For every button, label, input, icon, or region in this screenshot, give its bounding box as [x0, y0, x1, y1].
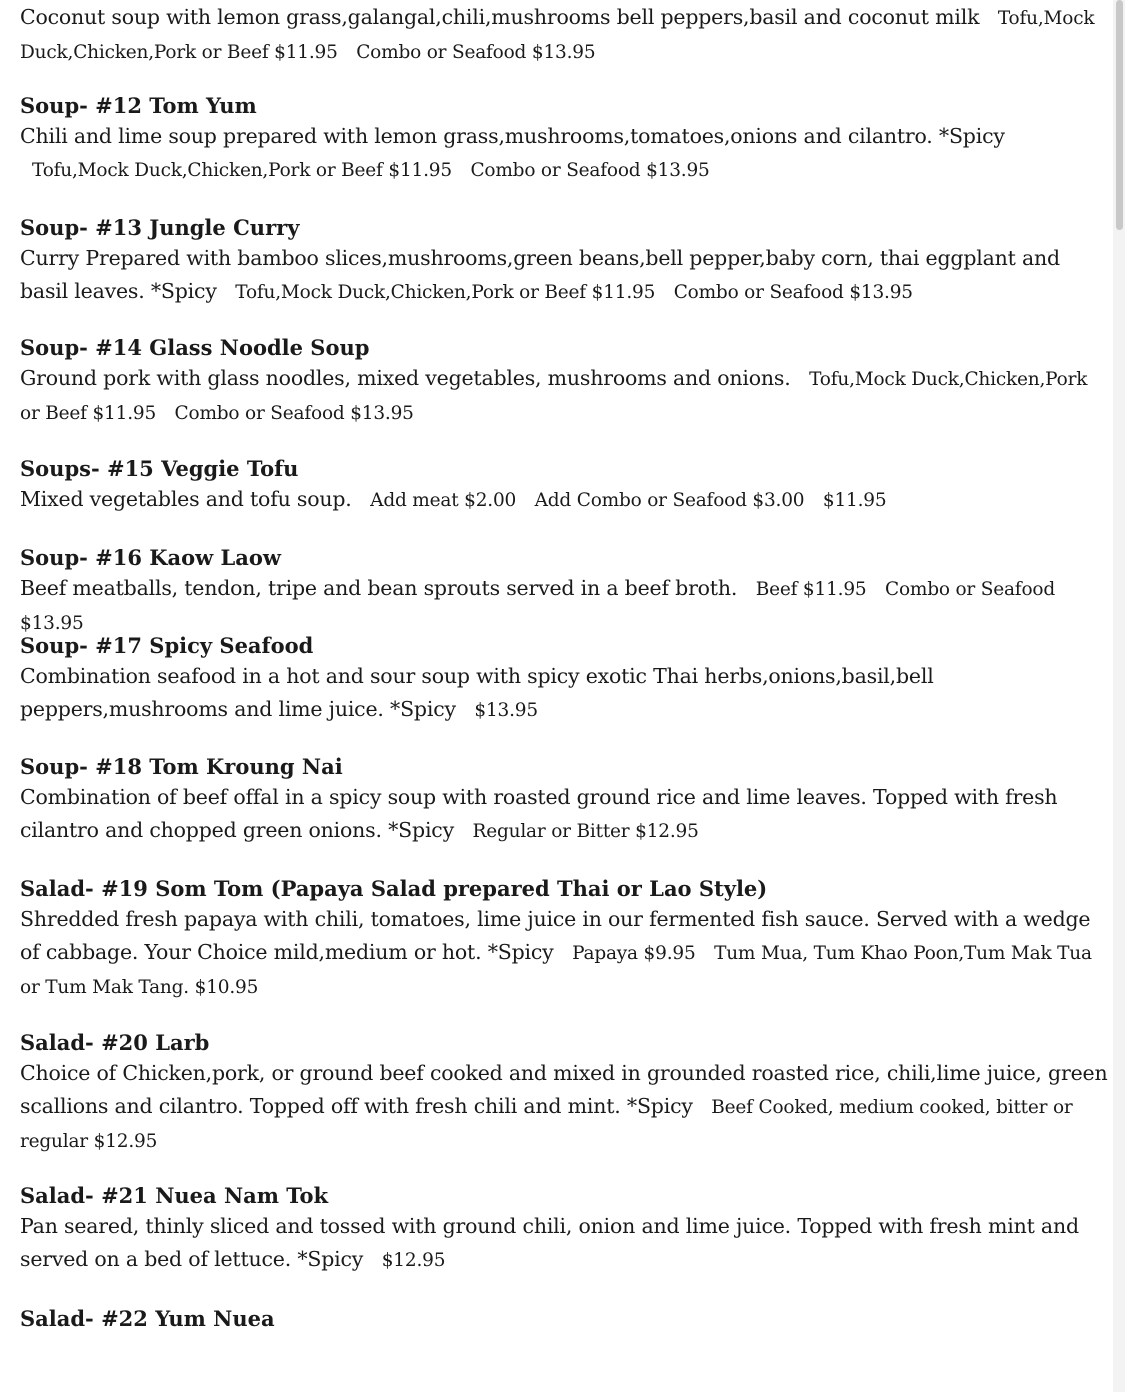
item-price: Combo or Seafood $13.95 — [174, 403, 414, 424]
item-title: Soup- #14 Glass Noodle Soup — [20, 335, 370, 360]
item-description: Choice of Chicken,pork, or ground beef cooked and mixed in grounded roasted rice, chili,lime juice, green scallions and cilantro. Topped off with fresh chili and mint. *Spicy — [20, 1061, 1108, 1118]
menu-item-body — [20, 483, 886, 517]
item-price: Combo or Seafood $13.95 — [470, 160, 710, 181]
item-description: Chili and lime soup prepared with lemon grass,mushrooms,tomatoes,onions and cilantro. *Spicy — [20, 124, 1005, 148]
item-price: Tofu,Mock Duck,Chicken,Pork or Beef $11.95 — [32, 160, 452, 181]
item-title: Soup- #12 Tom Yum — [20, 93, 257, 118]
item-title: Soup- #18 Tom Kroung Nai — [20, 754, 343, 779]
menu-item-body — [20, 1210, 1112, 1277]
item-description: Shredded fresh papaya with chili, tomatoes, lime juice in our fermented fish sauce. Served with a wedge of cabbage. Your Choice mild,medium or hot. *Spicy — [20, 907, 1091, 964]
menu-item-body — [20, 1, 1112, 69]
menu-item — [20, 1029, 1112, 1158]
menu-item-body — [20, 572, 1112, 640]
item-price: Add Combo or Seafood $3.00 — [534, 490, 805, 511]
menu-item-body — [20, 903, 1112, 1004]
item-price: Papaya $9.95 — [572, 943, 696, 964]
item-price: Tofu,Mock Duck,Chicken,Pork or Beef $11.95 — [20, 369, 1088, 424]
menu-item-body — [20, 242, 1112, 309]
menu-item-body — [20, 120, 1112, 187]
item-title: Soup- #17 Spicy Seafood — [20, 633, 314, 658]
menu-item-body — [20, 781, 1112, 848]
item-title: Soups- #15 Veggie Tofu — [20, 456, 299, 481]
item-price: Beef $11.95 — [755, 579, 867, 600]
item-price: Regular or Bitter $12.95 — [472, 821, 699, 842]
menu-item — [20, 544, 1112, 640]
item-price: Combo or Seafood $13.95 — [20, 579, 1055, 634]
scrollbar-thumb[interactable] — [1116, 0, 1123, 230]
item-description: Combination seafood in a hot and sour soup with spicy exotic Thai herbs,onions,basil,bell peppers,mushrooms and lime juice. *Spicy — [20, 664, 934, 721]
item-description: Combination of beef offal in a spicy soup with roasted ground rice and lime leaves. Topped with fresh cilantro and chopped green onions. *Spicy — [20, 785, 1058, 842]
item-price: Beef Cooked, medium cooked, bitter or regular $12.95 — [20, 1097, 1073, 1152]
item-description: Curry Prepared with bamboo slices,mushrooms,green beans,bell pepper,baby corn, thai eggplant and basil leaves. *Spicy — [20, 246, 1060, 303]
menu-item — [20, 1, 1112, 69]
item-price: $12.95 — [381, 1250, 446, 1271]
menu-item — [20, 632, 1112, 727]
item-title: Salad- #19 Som Tom (Papaya Salad prepared Thai or Lao Style) — [20, 876, 768, 901]
menu-item — [20, 214, 1112, 309]
item-price: Tofu,Mock Duck,Chicken,Pork or Beef $11.95 — [20, 8, 1095, 63]
item-price: Tofu,Mock Duck,Chicken,Pork or Beef $11.95 — [235, 282, 656, 303]
item-title: Salad- #22 Yum Nuea — [20, 1306, 275, 1331]
menu-item-body — [20, 660, 1112, 727]
menu-item — [20, 1182, 1112, 1277]
item-description: Coconut soup with lemon grass,galangal,chili,mushrooms bell peppers,basil and coconut milk — [20, 5, 980, 29]
item-title: Soup- #13 Jungle Curry — [20, 215, 300, 240]
item-description: Pan seared, thinly sliced and tossed with ground chili, onion and lime juice. Topped with fresh mint and served on a bed of lettuce. *Spicy — [20, 1214, 1079, 1271]
menu-item — [20, 455, 886, 517]
item-price: $13.95 — [474, 700, 538, 721]
menu-item — [20, 92, 1112, 187]
item-price: Combo or Seafood $13.95 — [673, 282, 913, 303]
item-description: Mixed vegetables and tofu soup. — [20, 487, 352, 511]
menu-item-body — [20, 362, 1112, 430]
menu-item-body — [20, 1057, 1112, 1158]
menu-item — [20, 875, 1112, 1004]
scrollbar-track[interactable] — [1113, 0, 1125, 1392]
menu-item — [20, 753, 1112, 848]
item-description: Ground pork with glass noodles, mixed vegetables, mushrooms and onions. — [20, 366, 791, 390]
item-title: Salad- #20 Larb — [20, 1030, 210, 1055]
item-price: $11.95 — [822, 490, 887, 511]
item-price: Tum Mua, Tum Khao Poon,Tum Mak Tua or Tum Mak Tang. $10.95 — [20, 943, 1092, 998]
item-title: Salad- #21 Nuea Nam Tok — [20, 1183, 329, 1208]
menu-item — [20, 1305, 275, 1333]
item-price: Combo or Seafood $13.95 — [356, 42, 596, 63]
item-title: Soup- #16 Kaow Laow — [20, 545, 281, 570]
item-description: Beef meatballs, tendon, tripe and bean sprouts served in a beef broth. — [20, 576, 738, 600]
item-price: Add meat $2.00 — [370, 490, 517, 511]
menu-item — [20, 334, 1112, 430]
